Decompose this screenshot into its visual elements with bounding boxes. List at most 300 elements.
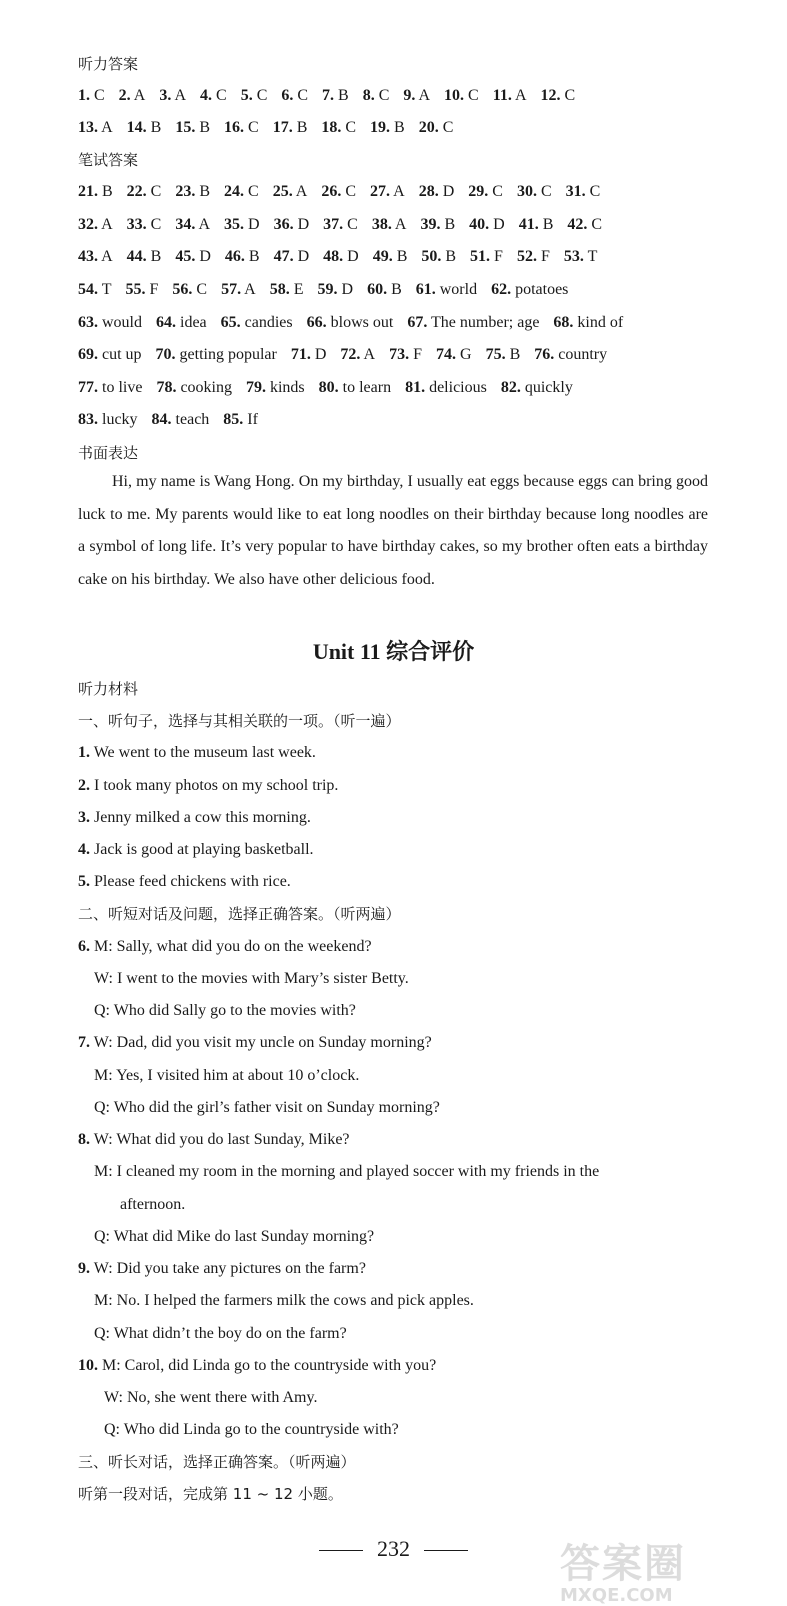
answer-value: B — [390, 119, 405, 136]
answer-number: 40. — [469, 216, 490, 233]
answer-item — [127, 118, 162, 138]
answer-item — [281, 86, 308, 106]
answer-number: 22. — [126, 183, 147, 200]
answer-number: 29. — [468, 183, 489, 200]
answer-item — [78, 86, 105, 106]
answer-number: 53. — [563, 248, 584, 265]
answer-value: would — [98, 314, 142, 331]
dialogue-10-line-2: W: No, she went there with Amy. — [104, 1389, 318, 1406]
listening-answers-row-1 — [78, 86, 589, 106]
dialogue-8-question: Q: What did Mike do last Sunday morning? — [94, 1228, 375, 1245]
answer-number: 8. — [362, 87, 375, 104]
answer-item — [321, 182, 356, 202]
answer-value: world — [435, 281, 478, 298]
answer-number: 25. — [272, 183, 293, 200]
answer-value: C — [146, 183, 162, 200]
written-answers-row — [78, 280, 582, 300]
answer-value: cut up — [98, 346, 142, 363]
answer-value: B — [538, 216, 554, 233]
answer-value: candies — [240, 314, 293, 331]
answer-value: C — [587, 216, 603, 233]
answer-value: B — [244, 248, 260, 265]
answer-item — [225, 247, 260, 267]
answer-value: quickly — [520, 379, 573, 396]
written-answers-row — [78, 247, 611, 267]
answer-number: 37. — [323, 216, 344, 233]
answer-item — [127, 182, 162, 202]
answer-number: 77. — [78, 379, 98, 396]
dialogue-8-line-2-cont: afternoon. — [120, 1196, 186, 1213]
answer-number: 59. — [317, 281, 338, 298]
answer-value: teach — [171, 411, 210, 428]
answer-item — [246, 378, 305, 398]
answer-item — [159, 86, 186, 106]
answer-number: 44. — [126, 248, 147, 265]
answer-number: 4. — [200, 87, 213, 104]
answer-value: C — [464, 87, 479, 104]
answer-value: country — [554, 346, 608, 363]
answer-item — [419, 118, 454, 138]
answer-item — [127, 247, 162, 267]
dialogue-9-line-2: M: No. I helped the farmers milk the cows and pick apples. — [94, 1292, 474, 1309]
dialogue-7-question: Q: Who did the girl’s father visit on Sunday morning? — [94, 1099, 440, 1116]
answer-item — [322, 86, 349, 106]
answer-value: C — [341, 119, 357, 136]
answer-value: F — [536, 248, 550, 265]
item-number: 7. — [78, 1034, 90, 1051]
answer-item — [323, 215, 358, 235]
dialogue-text: W: Did you take any pictures on the farm? — [93, 1260, 366, 1277]
answer-number: 75. — [485, 346, 506, 363]
answer-item — [319, 378, 391, 398]
item-text: We went to the museum last week. — [93, 744, 316, 761]
answer-item — [175, 182, 210, 202]
item-number: 10. — [78, 1357, 98, 1374]
answer-value: B — [98, 183, 113, 200]
written-answers-row — [78, 182, 614, 202]
answer-item — [486, 345, 521, 365]
answer-value: D — [293, 216, 310, 233]
answer-item — [419, 182, 455, 202]
answer-item — [78, 118, 113, 138]
sentence-5 — [78, 872, 291, 892]
answer-number: 24. — [224, 183, 245, 200]
answer-number: 72. — [340, 346, 361, 363]
answer-value: blows out — [326, 314, 394, 331]
answer-item — [468, 182, 503, 202]
answer-number: 2. — [118, 87, 131, 104]
answer-item — [78, 247, 113, 267]
item-text: Please feed chickens with rice. — [94, 873, 291, 890]
sentence-3 — [78, 808, 311, 828]
answer-item — [501, 378, 573, 398]
answer-item — [373, 247, 408, 267]
answer-number: 71. — [290, 346, 311, 363]
answer-number: 54. — [78, 281, 98, 298]
answer-value: C — [488, 183, 503, 200]
answer-item — [156, 313, 207, 333]
answer-number: 84. — [151, 411, 172, 428]
answer-number: 78. — [156, 379, 177, 396]
answer-value: C — [374, 87, 390, 104]
answer-value: B — [195, 119, 211, 136]
answer-item — [291, 345, 327, 365]
answer-number: 80. — [318, 379, 339, 396]
answer-item — [340, 345, 375, 365]
answer-item — [78, 378, 142, 398]
answer-number: 70. — [155, 346, 176, 363]
answer-number: 38. — [371, 216, 392, 233]
answer-number: 11. — [492, 87, 512, 104]
answer-item — [273, 118, 308, 138]
dialogue-text: M: Sally, what did you do on the weekend? — [94, 938, 372, 955]
answer-value: D — [337, 281, 354, 298]
answer-item — [200, 86, 227, 106]
answer-item — [78, 345, 142, 365]
answer-number: 19. — [370, 119, 391, 136]
dialogue-7-line-1 — [78, 1033, 432, 1053]
answer-item — [519, 215, 554, 235]
answer-value: C — [343, 216, 358, 233]
page-number-dash-right — [424, 1550, 468, 1551]
answer-item — [370, 182, 405, 202]
answer-item — [403, 86, 430, 106]
answer-value: D — [343, 248, 359, 265]
answer-value: C — [252, 87, 268, 104]
answer-item — [534, 345, 607, 365]
answer-item — [175, 247, 211, 267]
answer-item — [318, 280, 354, 300]
answer-number: 42. — [567, 216, 588, 233]
answer-number: 68. — [553, 314, 574, 331]
answer-item — [127, 215, 162, 235]
answer-number: 14. — [126, 119, 147, 136]
answer-number: 30. — [516, 183, 537, 200]
answer-item — [323, 247, 359, 267]
answer-number: 9. — [403, 87, 416, 104]
written-answers-row — [78, 215, 616, 235]
answer-value: D — [438, 183, 455, 200]
answer-item — [175, 118, 210, 138]
answer-value: C — [244, 119, 259, 136]
item-number: 1. — [78, 744, 90, 761]
answer-value: C — [438, 119, 454, 136]
answer-value: C — [293, 87, 309, 104]
page-number-dash-left — [319, 1550, 363, 1551]
answer-item — [469, 215, 505, 235]
dialogue-text: W: Dad, did you visit my uncle on Sunday morning? — [93, 1034, 432, 1051]
watermark-logo — [560, 1532, 775, 1606]
listening-answers-row-2 — [78, 118, 467, 138]
item-text: Jack is good at playing basketball. — [94, 841, 314, 858]
answer-number: 15. — [175, 119, 196, 136]
answer-number: 16. — [224, 119, 245, 136]
sentence-4 — [78, 840, 314, 860]
answer-item — [224, 118, 259, 138]
answer-value: idea — [176, 314, 207, 331]
answer-value: A — [98, 119, 113, 136]
answer-item — [221, 313, 293, 333]
answer-number: 21. — [78, 183, 98, 200]
answer-number: 33. — [126, 216, 147, 233]
answer-number: 18. — [321, 119, 342, 136]
answer-value: A — [171, 87, 187, 104]
answer-value: kinds — [265, 379, 305, 396]
answer-number: 85. — [223, 411, 244, 428]
answer-item — [566, 182, 601, 202]
page-number-text: 232 — [377, 1536, 410, 1561]
answer-item — [152, 410, 210, 430]
answer-number: 3. — [159, 87, 172, 104]
answer-number: 64. — [156, 314, 176, 331]
dialogue-6-question: Q: Who did Sally go to the movies with? — [94, 1002, 356, 1019]
answer-item — [517, 182, 552, 202]
answer-number: 5. — [240, 87, 253, 104]
answer-number: 10. — [444, 87, 465, 104]
section-3-intro: 听第一段对话，完成第 11 ~ 12 小题。 — [78, 1485, 343, 1503]
answer-value: The number; age — [427, 314, 540, 331]
answer-item — [125, 280, 158, 300]
answer-value: C — [244, 183, 259, 200]
answer-value: B — [440, 216, 456, 233]
answer-number: 61. — [415, 281, 436, 298]
answer-value: D — [310, 346, 327, 363]
answer-value: to learn — [338, 379, 392, 396]
dialogue-6-line-2: W: I went to the movies with Mary’s sister Betty. — [94, 970, 409, 987]
answer-number: 46. — [224, 248, 245, 265]
item-number: 5. — [78, 873, 90, 890]
answer-value: B — [146, 119, 162, 136]
answer-number: 26. — [321, 183, 342, 200]
answer-item — [78, 410, 138, 430]
section-1-heading: 一、听句子，选择与其相关联的一项。（听一遍） — [78, 712, 401, 730]
item-text: Jenny milked a cow this morning. — [94, 809, 311, 826]
answer-item — [175, 215, 210, 235]
item-text: I took many photos on my school trip. — [94, 777, 339, 794]
answer-item — [370, 118, 405, 138]
answer-value: D — [195, 248, 211, 265]
answer-item — [541, 86, 576, 106]
written-answers-heading: 笔试答案 — [78, 151, 139, 169]
written-answers-row — [78, 410, 272, 430]
answer-item — [363, 86, 390, 106]
answer-item — [172, 280, 207, 300]
answer-value: A — [130, 87, 146, 104]
answer-item — [416, 280, 477, 300]
answer-value: B — [146, 248, 162, 265]
answer-number: 31. — [565, 183, 586, 200]
answer-number: 82. — [500, 379, 521, 396]
answer-value: F — [490, 248, 503, 265]
answer-item — [493, 86, 527, 106]
answer-item — [78, 313, 142, 333]
answer-value: B — [392, 248, 408, 265]
answer-value: D — [489, 216, 505, 233]
answer-number: 57. — [221, 281, 242, 298]
answer-number: 39. — [420, 216, 441, 233]
answer-item — [224, 215, 260, 235]
answer-value: delicious — [425, 379, 487, 396]
dialogue-8-line-2: M: I cleaned my room in the morning and played soccer with my friends in the — [94, 1163, 600, 1180]
answer-value: T — [98, 281, 112, 298]
listening-material-heading: 听力材料 — [78, 680, 139, 698]
answer-number: 74. — [436, 346, 456, 363]
answer-item — [421, 247, 456, 267]
written-answers-row — [78, 313, 637, 333]
answer-number: 76. — [534, 346, 555, 363]
answer-value: B — [195, 183, 211, 200]
item-number: 9. — [78, 1260, 90, 1277]
section-3-heading: 三、听长对话，选择正确答案。（听两遍） — [78, 1453, 356, 1471]
dialogue-10-question: Q: Who did Linda go to the countryside with? — [104, 1421, 399, 1438]
answer-value: E — [289, 281, 304, 298]
answer-number: 27. — [370, 183, 391, 200]
answer-number: 60. — [367, 281, 388, 298]
answer-value: C — [146, 216, 162, 233]
watermark-en: MXQE.COM — [560, 1585, 673, 1606]
answer-number: 67. — [407, 314, 428, 331]
dialogue-6-line-1 — [78, 937, 372, 957]
answer-value: D — [293, 248, 310, 265]
answer-number: 69. — [78, 346, 98, 363]
answer-item — [407, 313, 539, 333]
dialogue-7-line-2: M: Yes, I visited him at about 10 o’clock. — [94, 1067, 360, 1084]
answer-value: potatoes — [511, 281, 569, 298]
answer-value: A — [415, 87, 431, 104]
answer-item — [491, 280, 568, 300]
answer-value: A — [292, 183, 308, 200]
answer-number: 45. — [175, 248, 196, 265]
answer-number: 58. — [269, 281, 290, 298]
answer-item — [307, 313, 394, 333]
answer-value: cooking — [176, 379, 232, 396]
writing-heading: 书面表达 — [78, 444, 139, 462]
answer-number: 17. — [272, 119, 293, 136]
item-number: 2. — [78, 777, 90, 794]
answer-item — [156, 345, 277, 365]
item-number: 4. — [78, 841, 90, 858]
answer-value: C — [560, 87, 576, 104]
answer-item — [436, 345, 472, 365]
answer-value: B — [505, 346, 521, 363]
answer-number: 6. — [281, 87, 294, 104]
dialogue-9-question: Q: What didn’t the boy do on the farm? — [94, 1325, 347, 1342]
answer-value: F — [145, 281, 159, 298]
answer-value: A — [360, 346, 376, 363]
answer-value: B — [441, 248, 457, 265]
answer-item — [517, 247, 550, 267]
answer-value: G — [456, 346, 472, 363]
item-number: 6. — [78, 938, 90, 955]
answer-item — [372, 215, 407, 235]
answer-item — [274, 215, 310, 235]
dialogue-text: W: What did you do last Sunday, Mike? — [93, 1131, 350, 1148]
answer-number: 83. — [78, 411, 98, 428]
answer-item — [420, 215, 455, 235]
unit-title: Unit 11 综合评价 — [312, 639, 475, 664]
written-answers-row — [78, 378, 587, 398]
answer-item — [241, 86, 268, 106]
answer-number: 52. — [516, 248, 537, 265]
answer-number: 63. — [78, 314, 98, 331]
answer-value: kind of — [573, 314, 624, 331]
answer-number: 7. — [322, 87, 335, 104]
answer-number: 47. — [273, 248, 294, 265]
answer-value: lucky — [98, 411, 138, 428]
writing-paragraph — [78, 466, 708, 596]
answer-item — [78, 215, 113, 235]
answer-number: 79. — [245, 379, 266, 396]
answer-value: A — [98, 216, 113, 233]
answer-value: B — [334, 87, 349, 104]
dialogue-text: M: Carol, did Linda go to the countryside with you? — [102, 1357, 437, 1374]
answer-number: 23. — [175, 183, 196, 200]
sentence-2 — [78, 776, 338, 796]
answer-value: If — [243, 411, 258, 428]
answer-item — [270, 280, 304, 300]
answer-number: 13. — [78, 119, 98, 136]
answer-value: to live — [98, 379, 143, 396]
answer-value: A — [390, 183, 405, 200]
answer-item — [321, 118, 356, 138]
answer-item — [273, 182, 308, 202]
answer-value: A — [98, 248, 113, 265]
answer-item — [405, 378, 487, 398]
written-answers-row — [78, 345, 621, 365]
answer-number: 49. — [372, 248, 393, 265]
watermark-cn: 答案圈 — [560, 1541, 686, 1587]
section-2-heading: 二、听短对话及问题，选择正确答案。（听两遍） — [78, 905, 401, 923]
answer-number: 51. — [470, 248, 491, 265]
answer-number: 66. — [306, 314, 327, 331]
answer-item — [119, 86, 146, 106]
answer-item — [274, 247, 310, 267]
answer-value: T — [583, 248, 598, 265]
answer-item — [221, 280, 256, 300]
answer-value: A — [241, 281, 256, 298]
answer-item — [567, 215, 602, 235]
answer-value: F — [409, 346, 422, 363]
answer-value: A — [195, 216, 211, 233]
answer-number: 43. — [78, 248, 98, 265]
answer-number: 55. — [125, 281, 146, 298]
answer-number: 62. — [491, 281, 512, 298]
answer-value: B — [292, 119, 308, 136]
answer-item — [470, 247, 503, 267]
answer-value: B — [387, 281, 402, 298]
answer-value: C — [585, 183, 601, 200]
answer-number: 48. — [323, 248, 344, 265]
answer-value: D — [244, 216, 260, 233]
answer-item — [553, 313, 623, 333]
answer-value: C — [341, 183, 357, 200]
dialogue-8-line-1 — [78, 1130, 350, 1150]
answer-value: getting popular — [175, 346, 277, 363]
sentence-1 — [78, 743, 316, 763]
answer-value: C — [212, 87, 227, 104]
writing-text: Hi, my name is Wang Hong. On my birthday, I usually eat eggs because eggs can bring good luck to me. My parents would like to eat long noodles on their birthday because long noodles are a symbol of long life. It’s very popular to have birthday cakes, so my brother often eats a birthday cake on his birthday. We also have other delicious food. — [78, 473, 708, 588]
answer-number: 20. — [418, 119, 439, 136]
answer-number: 1. — [78, 87, 90, 104]
answer-value: A — [391, 216, 407, 233]
answer-item — [224, 182, 259, 202]
answer-number: 65. — [220, 314, 241, 331]
dialogue-10-line-1 — [78, 1356, 436, 1376]
answer-item — [367, 280, 402, 300]
item-number: 3. — [78, 809, 90, 826]
answer-number: 50. — [421, 248, 442, 265]
answer-number: 34. — [175, 216, 196, 233]
